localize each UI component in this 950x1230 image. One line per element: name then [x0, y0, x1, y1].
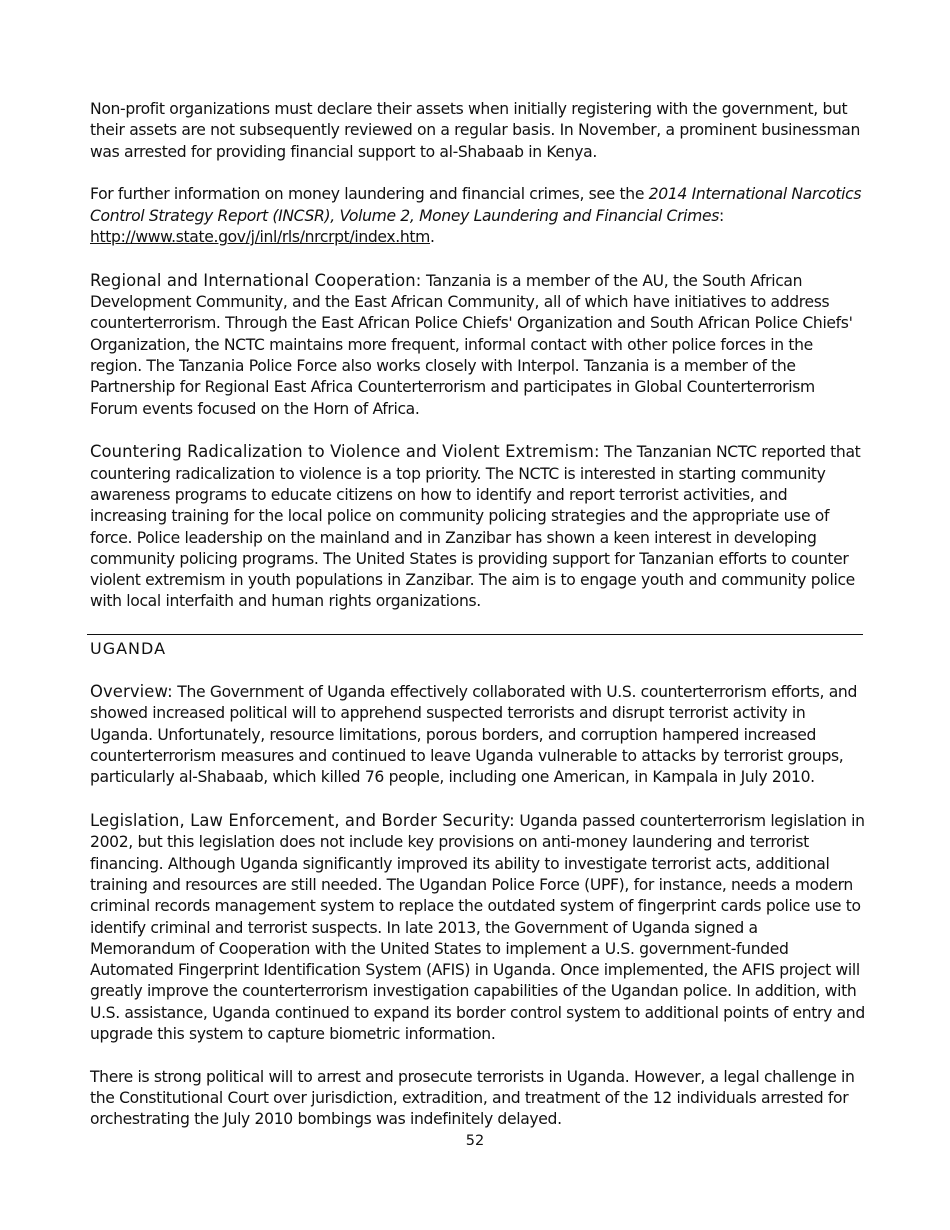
paragraph-nonprofit-assets: Non-profit organizations must declare their assets when initially registering with the government, but their assets are not subsequently reviewed on a regular basis. In November, a prominent businessman was arrested for providing financial support to al-Shabaab in Kenya.	[90, 100, 861, 161]
uganda-overview-body: The Government of Uganda effectively collaborated with U.S. counterterrorism efforts, and showed increased political will to apprehend suspected terrorists and disrupt terrorist activity in Uganda. Unfortunately, resource limitations, porous borders, and corruption hampered increased counterterrorism measures and continued to leave Uganda vulnerable to attacks by terrorist groups, particularly al-Shabaab, which killed 76 people, including one American, in Kampala in July 2010.	[90, 683, 858, 787]
paragraph-uganda-overview	[90, 681, 865, 788]
document-page	[90, 99, 865, 1131]
countering-radicalization-heading: Countering Radicalization to Violence and Violent Extremism:	[90, 442, 600, 462]
paragraph-further-information	[90, 184, 865, 248]
uganda-section-title: UGANDA	[90, 639, 167, 659]
paragraph-uganda-political-will: There is strong political will to arrest and prosecute terrorists in Uganda. However, a legal challenge in the Constitutional Court over jurisdiction, extradition, and treatment of the 12 individuals arrested for orchestrating the July 2010 bombings was indefinitely delayed.	[90, 1067, 855, 1129]
regional-cooperation-body: Tanzania is a member of the AU, the South African Development Community, and the East African Community, all of which have initiatives to address counterterrorism. Through the East African Police Chiefs' Organization and South African Police Chiefs' Organization, the NCTC maintains more frequent, informal contact with other police forces in the region. The Tanzania Police Force also works closely with Interpol. Tanzania is a member of the Partnership for Regional East Africa Counterterrorism and participates in Global Counterterrorism Forum events focused on the Horn of Africa.	[90, 271, 853, 418]
further-info-prefix: For further information on money laundering and financial crimes, see the	[90, 185, 649, 204]
further-info-period: .	[430, 227, 435, 246]
paragraph-countering-radicalization	[90, 441, 865, 612]
further-info-colon: :	[718, 206, 724, 225]
section-divider	[87, 634, 863, 635]
page-number: 52	[465, 1133, 485, 1149]
paragraph-uganda-legislation	[90, 810, 865, 1045]
uganda-overview-heading: Overview:	[90, 682, 173, 702]
paragraph-regional-cooperation	[90, 270, 865, 420]
uganda-legislation-body: Uganda passed counterterrorism legislation in 2002, but this legislation does not include key provisions on anti-money laundering and terrorist financing. Although Uganda significantly improved its ability to investigate terrorist acts, additional training and resources are still needed. The Ugandan Police Force (UPF), for instance, needs a modern criminal records management system to replace the outdated system of fingerprint cards police use to identify criminal and terrorist suspects. In late 2013, the Government of Uganda signed a Memorandum of Cooperation with the United States to implement a U.S. government-funded Automated Fingerprint Identification System (AFIS) in Uganda. Once implemented, the AFIS project will greatly improve the counterterrorism investigation capabilities of the Ugandan police. In addition, with U.S. assistance, Uganda continued to expand its border control system to additional points of entry and upgrade this system to capture biometric information.	[90, 812, 865, 1043]
countering-radicalization-body: The Tanzanian NCTC reported that countering radicalization to violence is a top priority. The NCTC is interested in starting community awareness programs to educate citizens on how to identify and report terrorist activities, and increasing training for the local police on community policing strategies and the appropriate use of force. Police leadership on the mainland and in Zanzibar has shown a keen interest in developing community policing programs. The United States is providing support for Tanzanian efforts to counter violent extremism in youth populations in Zanzibar. The aim is to engage youth and community police with local interfaith and human rights organizations.	[90, 443, 861, 611]
incsr-report-link[interactable]: http://www.state.gov/j/inl/rls/nrcrpt/index.htm	[90, 227, 431, 246]
uganda-legislation-heading: Legislation, Law Enforcement, and Border Security:	[90, 811, 515, 831]
incsr-report-title: 2014 International Narcotics Control Strategy Report (INCSR), Volume 2, Money Laundering and Financial Crimes	[90, 185, 862, 225]
regional-cooperation-heading: Regional and International Cooperation:	[90, 270, 422, 290]
